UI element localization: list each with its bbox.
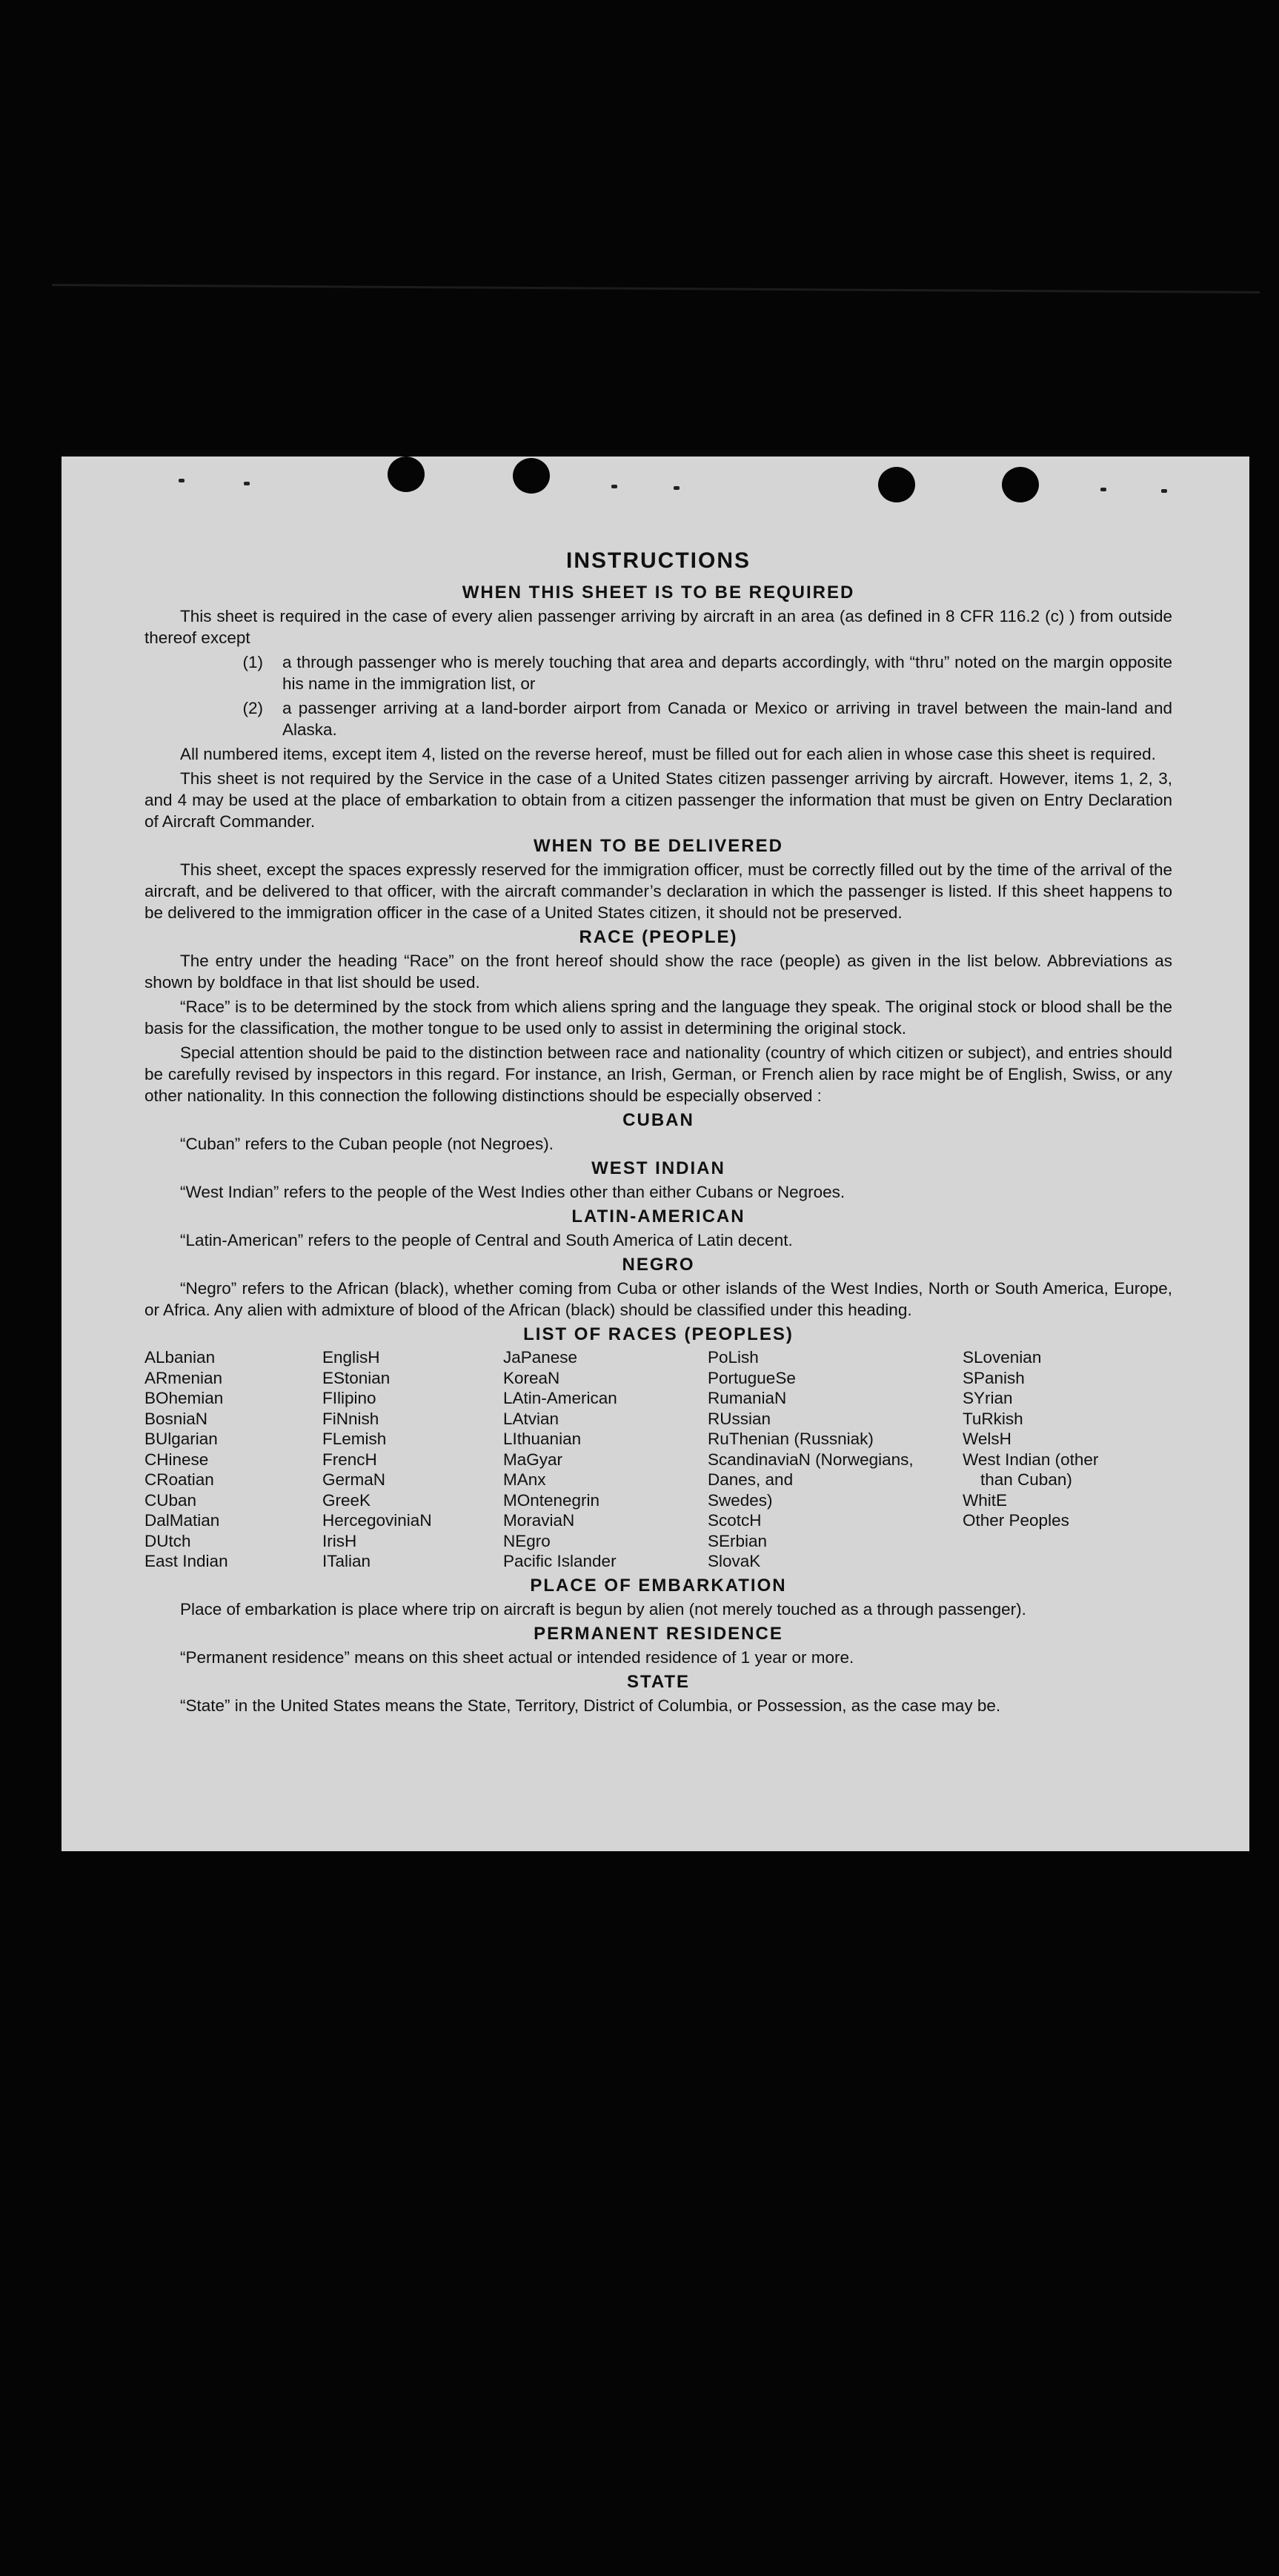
exception-item [144, 651, 1172, 694]
section-heading-latin-american: LATIN-AMERICAN [571, 1206, 745, 1226]
embarkation-paragraph: Place of embarkation is place where trip on aircraft is begun by alien (not merely touched as a through passenger). [180, 1599, 1026, 1619]
west-indian-paragraph: “West Indian” refers to the people of the West Indies other than either Cubans or Negroes. [180, 1183, 846, 1201]
exception-text: a through passenger who is merely touching that area and departs accordingly, with “thru” noted on the margin opposite his name in the immigration list, or [282, 653, 1172, 693]
latin-american-paragraph: “Latin-American” refers to the people of Central and South America of Latin decent. [180, 1231, 793, 1249]
race-entry: RUssian [708, 1409, 771, 1428]
required-intro: This sheet is required in the case of every alien passenger arriving by aircraft in an area (as defined in 8 CFR 116.2 (c) ) from outside thereof except [144, 607, 1172, 647]
race-entry: DalMatian [144, 1511, 220, 1530]
race-entry: GermaN [322, 1470, 386, 1489]
punch-hole [1002, 467, 1039, 502]
cuban-paragraph: “Cuban” refers to the Cuban people (not Negroes). [180, 1135, 554, 1153]
race-entry: RumaniaN [708, 1389, 787, 1407]
negro-paragraph: “Negro” refers to the African (black), whether coming from Cuba or other islands of the West Indies, North or South America, Europe, or Africa. Any alien with admixture of blood of the African (black) should be classified under this heading. [144, 1279, 1172, 1319]
race-entry: Pacific Islander [503, 1552, 617, 1570]
race-entry: NEgro [503, 1531, 551, 1550]
page-title: INSTRUCTIONS [566, 548, 751, 573]
race-entry: PortugueSe [708, 1368, 796, 1387]
race-entry: LAtin-American [503, 1389, 617, 1407]
race-entry: SPanish [963, 1368, 1025, 1387]
races-list [144, 1347, 1172, 1572]
scan-border-line [52, 284, 1260, 293]
race-entry: ScotcH [708, 1511, 762, 1530]
scan-speck [1100, 488, 1106, 491]
race-entry: LAtvian [503, 1409, 559, 1428]
race-entry: ALbanian [144, 1348, 216, 1367]
race-entry: BOhemian [144, 1389, 224, 1407]
race-entry: East Indian [144, 1552, 228, 1570]
exception-number: (2) [242, 699, 263, 717]
race-entry: MAnx [503, 1470, 546, 1489]
scan-speck [674, 486, 680, 490]
race-entry: KoreaN [503, 1368, 560, 1387]
race-entry: HercegoviniaN [322, 1511, 432, 1530]
races-column [708, 1347, 963, 1572]
race-entry: IrisH [322, 1531, 357, 1550]
race-entry: DUtch [144, 1531, 191, 1550]
section-heading-negro: NEGRO [622, 1255, 695, 1275]
race-paragraph-1: The entry under the heading “Race” on the front hereof should show the race (people) as given in the list below. Abbreviations as shown by boldface in that list should be used. [144, 952, 1172, 992]
race-entry: MaGyar [503, 1450, 563, 1469]
section-heading-residence: PERMANENT RESIDENCE [534, 1623, 783, 1644]
race-entry: ARmenian [144, 1368, 223, 1387]
race-entry: FIlipino [322, 1389, 376, 1407]
race-entry: BosniaN [144, 1409, 208, 1428]
section-heading-races-list: LIST OF RACES (PEOPLES) [523, 1324, 794, 1344]
race-entry: Danes, and [708, 1470, 794, 1489]
race-entry: CRoatian [144, 1470, 214, 1489]
race-entry: JaPanese [503, 1348, 578, 1367]
instruction-sheet [62, 457, 1249, 1851]
scan-speck [179, 479, 185, 482]
race-entry: Swedes) [708, 1490, 773, 1510]
section-heading-required: WHEN THIS SHEET IS TO BE REQUIRED [462, 582, 855, 602]
exception-number: (1) [242, 653, 263, 671]
race-entry: SYrian [963, 1389, 1013, 1407]
race-entry: EStonian [322, 1368, 391, 1387]
exception-text: a passenger arriving at a land-border airport from Canada or Mexico or arriving in travel between the main-land and Alaska. [282, 699, 1172, 739]
race-entry: SLovenian [963, 1348, 1042, 1367]
race-paragraph-2: “Race” is to be determined by the stock from which aliens spring and the language they speak. The original stock or blood shall be the basis for the classification, the mother tongue to be used only to assist in determining the original stock. [144, 997, 1172, 1038]
state-paragraph: “State” in the United States means the State, Territory, District of Columbia, or Possession, as the case may be. [180, 1696, 1001, 1715]
punch-hole [513, 458, 550, 494]
races-column [503, 1347, 708, 1572]
race-entry: BUlgarian [144, 1430, 218, 1448]
race-entry: WhitE [963, 1490, 1008, 1510]
races-column [322, 1347, 503, 1572]
exception-item [144, 697, 1172, 740]
race-entry: SErbian [708, 1531, 768, 1550]
section-heading-cuban: CUBAN [622, 1110, 694, 1130]
citizen-paragraph: This sheet is not required by the Service in the case of a United States citizen passenger arriving by aircraft. However, items 1, 2, 3, and 4 may be used at the place of embarkation to obtain from a citizen passenger the information that must be given on Entry Declaration of Aircraft Commander. [144, 769, 1172, 831]
punch-hole [388, 457, 425, 492]
races-column [963, 1347, 1155, 1572]
race-paragraph-3: Special attention should be paid to the distinction between race and nationality (country of which citizen or subject), and entries should be carefully revised by inspectors in this regard. For instance, an Irish, German, or French alien by race might be of English, Swiss, or any other nationality. In this connection the following distinctions should be especially observed : [144, 1043, 1172, 1105]
race-entry: EnglisH [322, 1348, 380, 1367]
race-entry: RuThenian (Russniak) [708, 1430, 874, 1448]
section-heading-delivered: WHEN TO BE DELIVERED [534, 836, 783, 856]
section-heading-state: STATE [626, 1671, 691, 1692]
race-entry: ScandinaviaN (Norwegians, [708, 1450, 914, 1469]
race-entry: FiNnish [322, 1409, 379, 1428]
race-entry: West Indian (other [963, 1450, 1099, 1469]
race-entry: ITalian [322, 1552, 371, 1570]
residence-paragraph: “Permanent residence” means on this sheet actual or intended residence of 1 year or more. [180, 1647, 854, 1667]
delivered-paragraph: This sheet, except the spaces expressly reserved for the immigration officer, must be correctly filled out by the time of the arrival of the aircraft, and be delivered to that officer, with the aircraft commander’s declaration in which the passenger is listed. If this sheet happens to be delivered to the immigration officer in the case of a United States citizen, it should not be preserved. [144, 860, 1172, 922]
scan-speck [1161, 489, 1167, 493]
section-heading-embarkation: PLACE OF EMBARKATION [530, 1575, 787, 1596]
race-entry: CHinese [144, 1450, 209, 1469]
section-heading-west-indian: WEST INDIAN [591, 1158, 725, 1178]
race-entry: MOntenegrin [503, 1490, 600, 1510]
section-heading-race: RACE (PEOPLE) [579, 927, 738, 947]
numbered-items-paragraph: All numbered items, except item 4, listed on the reverse hereof, must be filled out for each alien in whose case this sheet is required. [180, 745, 1156, 763]
race-entry: PoLish [708, 1348, 759, 1367]
punch-hole [878, 467, 915, 502]
race-entry: FrencH [322, 1450, 377, 1469]
race-entry: than Cuban) [980, 1470, 1072, 1489]
race-entry: LIthuanian [503, 1430, 582, 1448]
scan-speck [244, 482, 250, 485]
race-entry: WelsH [963, 1430, 1011, 1448]
race-entry: SlovaK [708, 1552, 761, 1570]
race-entry: TuRkish [963, 1409, 1023, 1428]
race-entry: Other Peoples [963, 1511, 1069, 1530]
race-entry: GreeK [322, 1490, 371, 1510]
scan-speck [611, 485, 617, 488]
race-entry: CUban [144, 1490, 197, 1510]
race-entry: FLemish [322, 1430, 387, 1448]
race-entry: MoraviaN [503, 1511, 575, 1530]
races-column [144, 1347, 322, 1572]
